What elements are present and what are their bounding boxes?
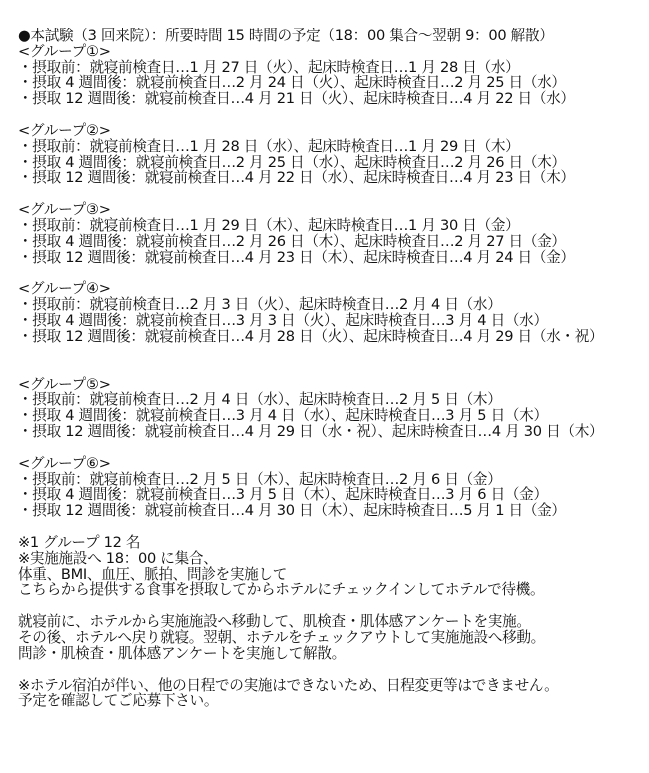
procedure-note: その後、ホテルへ戻り就寝。翌朝、ホテルをチェックアウトして実施施設へ移動。: [18, 628, 545, 646]
schedule-note: ※実施施設へ 18：00 に集合、: [18, 549, 218, 567]
schedule-line: ・摂取前：就寝前検査日…2 月 3 日（火）、起床時検査日…2 月 4 日（水）: [18, 296, 502, 314]
schedule-note: 体重、BMI、血圧、脈拍、問診を実施して: [18, 565, 288, 583]
schedule-note: こちらから提供する食事を摂取してからホテルにチェックインしてホテルで待機。: [18, 581, 545, 599]
group-title: <グループ③>: [18, 201, 111, 219]
spacer: [18, 107, 649, 123]
spacer: [18, 265, 649, 281]
schedule-line: ・摂取 12 週間後：就寝前検査日…4 月 21 日（火）、起床時検査日…4 月 22 日（水）: [18, 90, 575, 108]
schedule-line: ・摂取 4 週間後：就寝前検査日…3 月 5 日（木）、起床時検査日…3 月 6 日（金）: [18, 486, 548, 504]
group-5: [18, 377, 649, 440]
schedule-line: ・摂取前：就寝前検査日…2 月 5 日（木）、起床時検査日…2 月 6 日（金）: [18, 470, 502, 488]
spacer: [18, 598, 649, 614]
spacer: [18, 345, 649, 377]
schedule-line: ・摂取前：就寝前検査日…2 月 4 日（水）、起床時検査日…2 月 5 日（木）: [18, 391, 502, 409]
procedure-note: 問診・肌検査・肌体感アンケートを実施して解散。: [18, 644, 346, 662]
group-title: <グループ④>: [18, 280, 111, 298]
warning-note: 予定を確認してご応募下さい。: [18, 692, 219, 710]
spacer: [18, 440, 649, 456]
spacer: [18, 662, 649, 678]
schedule-line: ・摂取 4 週間後：就寝前検査日…2 月 26 日（木）、起床時検査日…2 月 27 日（金）: [18, 232, 566, 250]
schedule-line: ・摂取 12 週間後：就寝前検査日…4 月 28 日（火）、起床時検査日…4 月 29 日（水・祝）: [18, 327, 604, 345]
schedule-line: ・摂取 12 週間後：就寝前検査日…4 月 23 日（木）、起床時検査日…4 月 24 日（金）: [18, 248, 575, 266]
group-3: [18, 202, 649, 265]
schedule-header: ●本試験（3 回来院）：所要時間 15 時間の予定（18：00 集合～翌朝 9：00 解散）: [18, 28, 554, 44]
schedule-line: ・摂取前：就寝前検査日…1 月 29 日（木）、起床時検査日…1 月 30 日（金）: [18, 216, 520, 234]
group-title: <グループ②>: [18, 121, 111, 139]
schedule-line: ・摂取 12 週間後：就寝前検査日…4 月 29 日（水・祝）、起床時検査日…4 月 30 日（木）: [18, 422, 604, 440]
schedule-line: ・摂取 4 週間後：就寝前検査日…2 月 25 日（水）、起床時検査日…2 月 26 日（木）: [18, 153, 566, 171]
schedule-line: ・摂取 12 週間後：就寝前検査日…4 月 22 日（水）、起床時検査日…4 月 23 日（木）: [18, 169, 575, 187]
spacer: [18, 186, 649, 202]
schedule-line: ・摂取 4 週間後：就寝前検査日…2 月 24 日（火）、起床時検査日…2 月 25 日（水）: [18, 74, 566, 92]
group-6: [18, 456, 649, 519]
schedule-line: ・摂取前：就寝前検査日…1 月 28 日（水）、起床時検査日…1 月 29 日（木）: [18, 137, 520, 155]
group-size-note: ※1 グループ 12 名: [18, 533, 141, 551]
schedule-line: ・摂取 4 週間後：就寝前検査日…3 月 3 日（火）、起床時検査日…3 月 4 日（水）: [18, 311, 548, 329]
group-2: [18, 123, 649, 186]
schedule-line: ・摂取 12 週間後：就寝前検査日…4 月 30 日（木）、起床時検査日…5 月 1 日（金）: [18, 502, 566, 520]
group-1: [18, 44, 649, 107]
group-4: [18, 281, 649, 344]
procedure-note: 就寝前に、ホテルから実施施設へ移動して、肌検査・肌体感アンケートを実施。: [18, 613, 531, 631]
group-title: <グループ⑤>: [18, 375, 111, 393]
warning-note: ※ホテル宿泊が伴い、他の日程での実施はできないため、日程変更等はできません。: [18, 676, 559, 694]
schedule-line: ・摂取前：就寝前検査日…1 月 27 日（火）、起床時検査日…1 月 28 日（水）: [18, 58, 520, 76]
spacer: [18, 519, 649, 535]
group-title: <グループ①>: [18, 42, 111, 60]
document-body: [18, 28, 649, 709]
schedule-line: ・摂取 4 週間後：就寝前検査日…3 月 4 日（水）、起床時検査日…3 月 5 日（木）: [18, 407, 548, 425]
group-title: <グループ⑥>: [18, 454, 111, 472]
